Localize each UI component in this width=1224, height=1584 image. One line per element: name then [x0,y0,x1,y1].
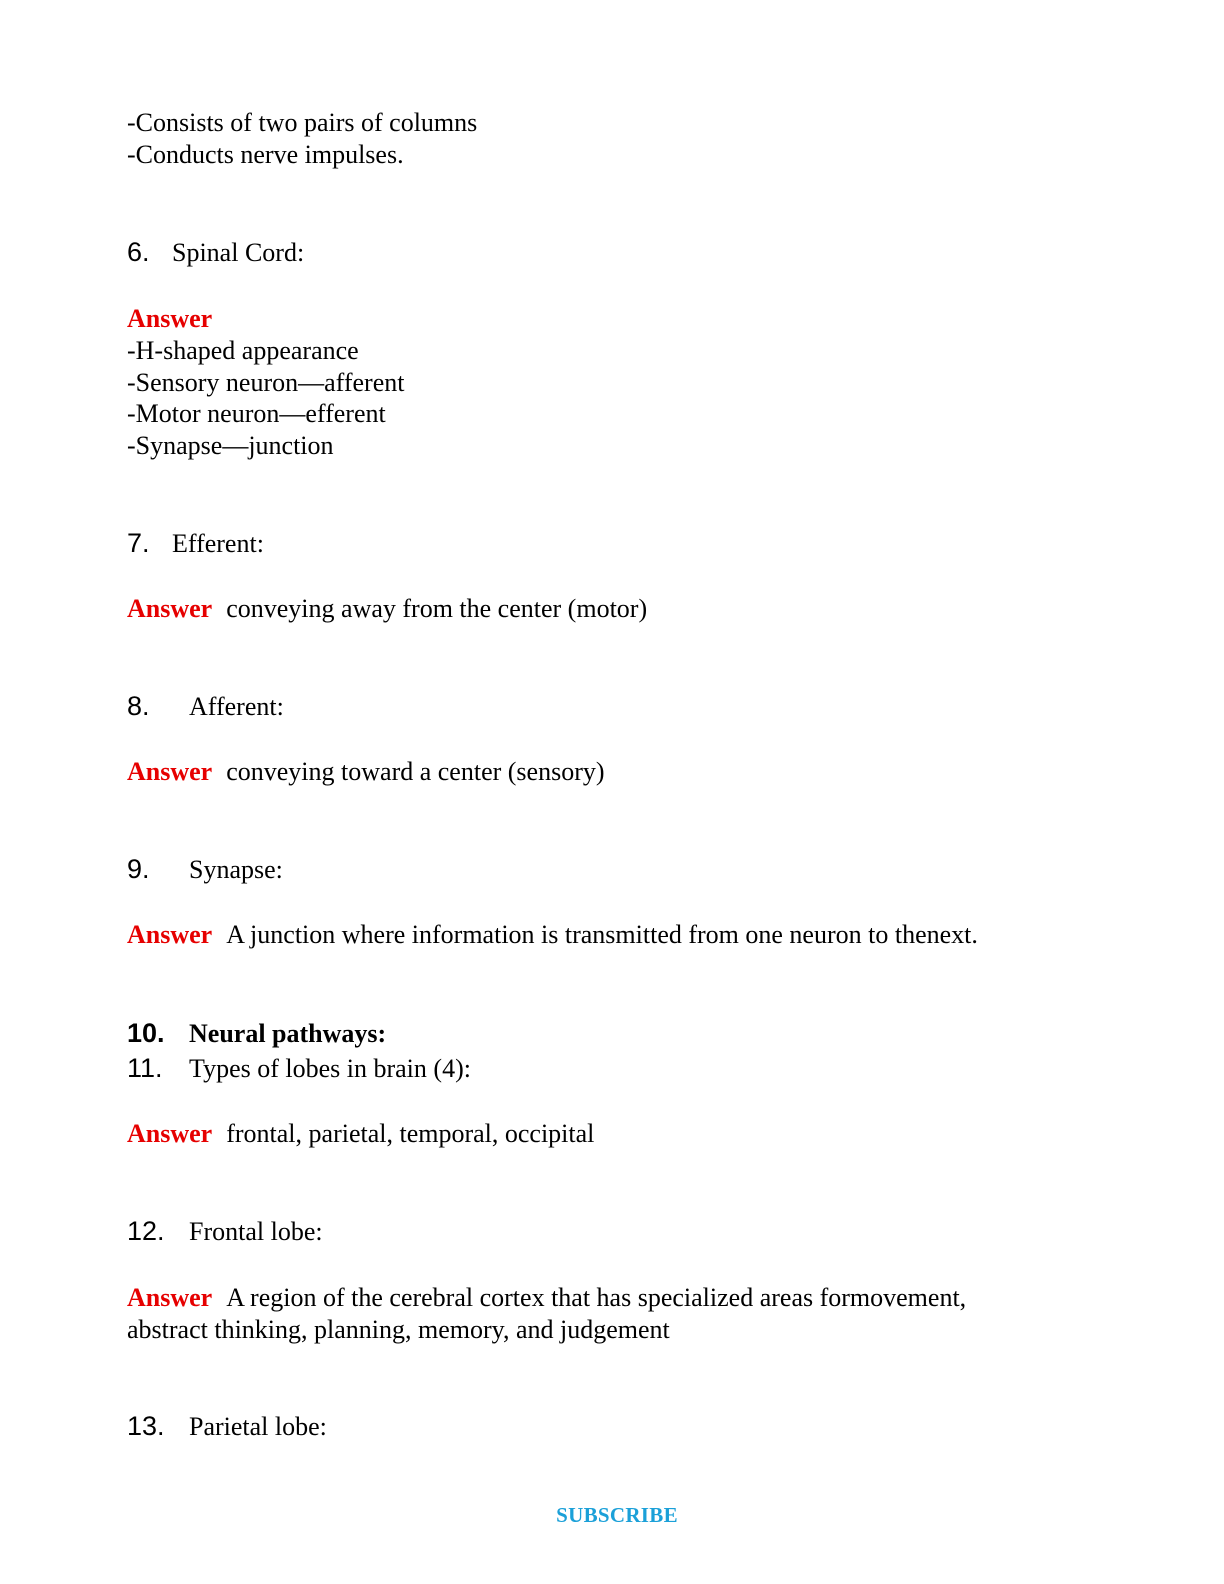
question-number: 13. [127,1411,165,1441]
answer-row [127,756,605,788]
answer-label-text: Answer [127,594,213,623]
question-text: Neural pathways: [189,1019,387,1048]
question-9 [127,853,283,886]
question-number: 9. [127,854,150,884]
answer-label-text: Answer [127,1119,213,1148]
answer-text: A junction where information is transmitted from one neuron to thenext. [226,920,978,949]
question-number: 8. [127,691,150,721]
intro-line: -Consists of two pairs of columns [127,108,478,137]
question-11 [127,1052,471,1085]
answer-row [127,919,978,951]
question-13 [127,1410,327,1443]
question-text: Afferent: [189,692,284,721]
question-text: Parietal lobe: [189,1412,327,1441]
question-text: Efferent: [172,529,264,558]
answer-text: conveying away from the center (motor) [226,594,648,623]
answer-line: -Sensory neuron—afferent [127,368,405,397]
question-10 [127,1017,386,1050]
answer-text: frontal, parietal, temporal, occipital [226,1119,595,1148]
question-number: 12. [127,1216,165,1246]
question-text: Types of lobes in brain (4): [189,1054,471,1083]
answer-line: -Synapse—junction [127,431,334,460]
answer-row [127,593,647,625]
question-7 [127,527,264,560]
question-number: 11. [127,1053,163,1083]
question-text: Synapse: [189,855,283,884]
answer-label-text: Answer [127,1283,213,1312]
question-text: Spinal Cord: [172,238,305,267]
answer-label [127,303,212,335]
question-text: Frontal lobe: [189,1217,323,1246]
question-8 [127,690,284,723]
question-6 [127,236,304,269]
answer-label-text: Answer [127,920,213,949]
answer-row [127,1118,594,1150]
answer-text: conveying toward a center (sensory) [226,757,605,786]
answer-line: abstract thinking, planning, memory, and judgement [127,1315,670,1344]
answer-row [127,1282,966,1314]
question-number: 6. [127,237,150,267]
question-number: 7. [127,528,150,558]
answer-line: -H-shaped appearance [127,336,359,365]
intro-line: -Conducts nerve impulses. [127,140,404,169]
answer-line: -Motor neuron—efferent [127,399,386,428]
question-number: 10. [127,1018,165,1048]
answer-label-text: Answer [127,304,213,333]
subscribe-link[interactable]: SUBSCRIBE [556,1503,678,1527]
answer-label-text: Answer [127,757,213,786]
answer-text: A region of the cerebral cortex that has specialized areas formovement, [226,1283,967,1312]
question-12 [127,1215,323,1248]
